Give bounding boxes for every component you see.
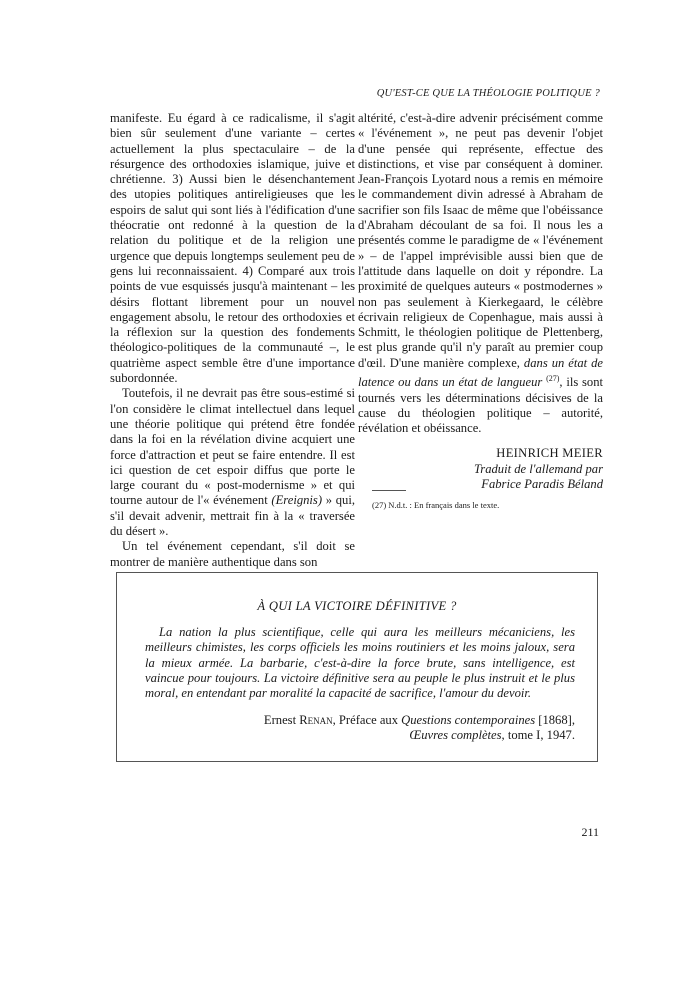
source-collection: Œuvres complètes, [409,728,505,743]
footnote: (27) N.d.t. : En français dans le texte. [372,500,500,510]
quote-text: La nation la plus scientifique, celle qui aura les meilleurs mécaniciens, les meilleurs chimistes, les corps officiels les moins routiniers et les moins jaloux, sera la mieux armée. La barbarie, c'est-à-dire la force brute, sans intelligence, est vaincue pour toujours. La victoire définitive sera au peuple le plus instruit et le plus moral, en entendant par moralité la capacité de sacrifice, l'amour du devoir. [145,625,575,701]
footnote-reference: (27) [546,374,560,384]
paragraph: altérité, c'est-à-dire advenir précisément comme « l'événement », ne peut pas devenir l'objet d'une pensée qui représente, effectue des distinctions, et vise par conséquent à dominer. Jean-François Lyotard nous a remis en mémoire le commandement divin adressé à Abraham de sacrifier son fils Isaac de même que l'obéissance d'Abraham découlant de sa foi. Il nous les a présentés comme le paradigme de « l'événement » – de l'appel imprévisible aussi bien que de l'attitude dans laquelle on doit y répondre. La proximité de quelques auteurs « postmodernes » non pas seulement à Kierkegaard, le célèbre écrivain religieux de Copenhague, mais aussi à Schmitt, le théologien politique de Plettenberg, est plus grande qu'il n'y paraît au premier coup d'œil. D'une manière complexe, dans un état de latence ou dans un état de langueur $^{(27)}$, ils sont tournés vers les déterminations décisives de la cause du théologien politique – autorité, révélation et obéissance. [358,111,604,436]
quotation-box [116,572,598,762]
article-column-left [110,111,355,570]
source-work: Questions contemporaines [401,713,536,727]
quote-source: Ernest Renan, Préface aux Questions contemporaines [1868], Œuvres complètes, tome I, 1947. [263,713,575,743]
page-number: 211 [581,825,599,839]
translator-name: Fabrice Paradis Béland [481,477,603,492]
translator-line: Traduit de l'allemand par [474,461,603,476]
paragraph: Toutefois, il ne devrait pas être sous-estimé si l'on considère le climat intellectuel dans lequel une théorie politique qui prétend être fondée dans la foi en la révélation divine acquiert une force d'attraction et peut se faire entendre. Il est ici question de cet espoir diffus que porte le large courant du « post-modernisme » et qui tourne autour de l'« événement (Ereignis) » qui, s'il devait advenir, mettrait fin à la « traversée du désert ». [110,386,355,539]
paragraph: manifeste. Eu égard à ce radicalisme, il s'agit bien sûr seulement d'une variante – certes actuellement la plus spectaculaire – de la résurgence des orthodoxies islamique, juive et chrétienne. 3) Aussi bien le désenchantement des utopies politiques antireligieuses que les espoirs de salut qui sont liés à l'édification d'une théocratie ont redonné à la question de la relation du politique et de la religion une urgence que depuis longtemps seulement peu de gens lui reconnaissaient. 4) Comparé aux trois points de vue esquissés jusqu'à maintenant – les désirs flottant librement pour un nouvel engagement absolu, le retour des orthodoxies et la réflexion sur la question des fondements théologico-politiques de la communauté –, le quatrième aspect semble être d'une importance subordonnée. [110,111,355,386]
source-author: Renan [299,713,333,727]
emphasis-text: dans un état de latence ou dans un état de langueur [358,355,604,390]
ereignis-term: (Ereignis) [271,493,323,508]
article-column-right [358,111,603,492]
paragraph: Un tel événement cependant, s'il doit se montrer de manière authentique dans son [110,539,355,569]
signature-block [358,446,603,492]
footnote-divider [372,490,406,491]
box-title: À QUI LA VICTOIRE DÉFINITIVE ? [257,599,457,613]
running-title: QU'EST-CE QUE LA THÉOLOGIE POLITIQUE ? [376,88,600,99]
box-quote [145,625,575,701]
author-name: HEINRICH MEIER [496,446,603,461]
